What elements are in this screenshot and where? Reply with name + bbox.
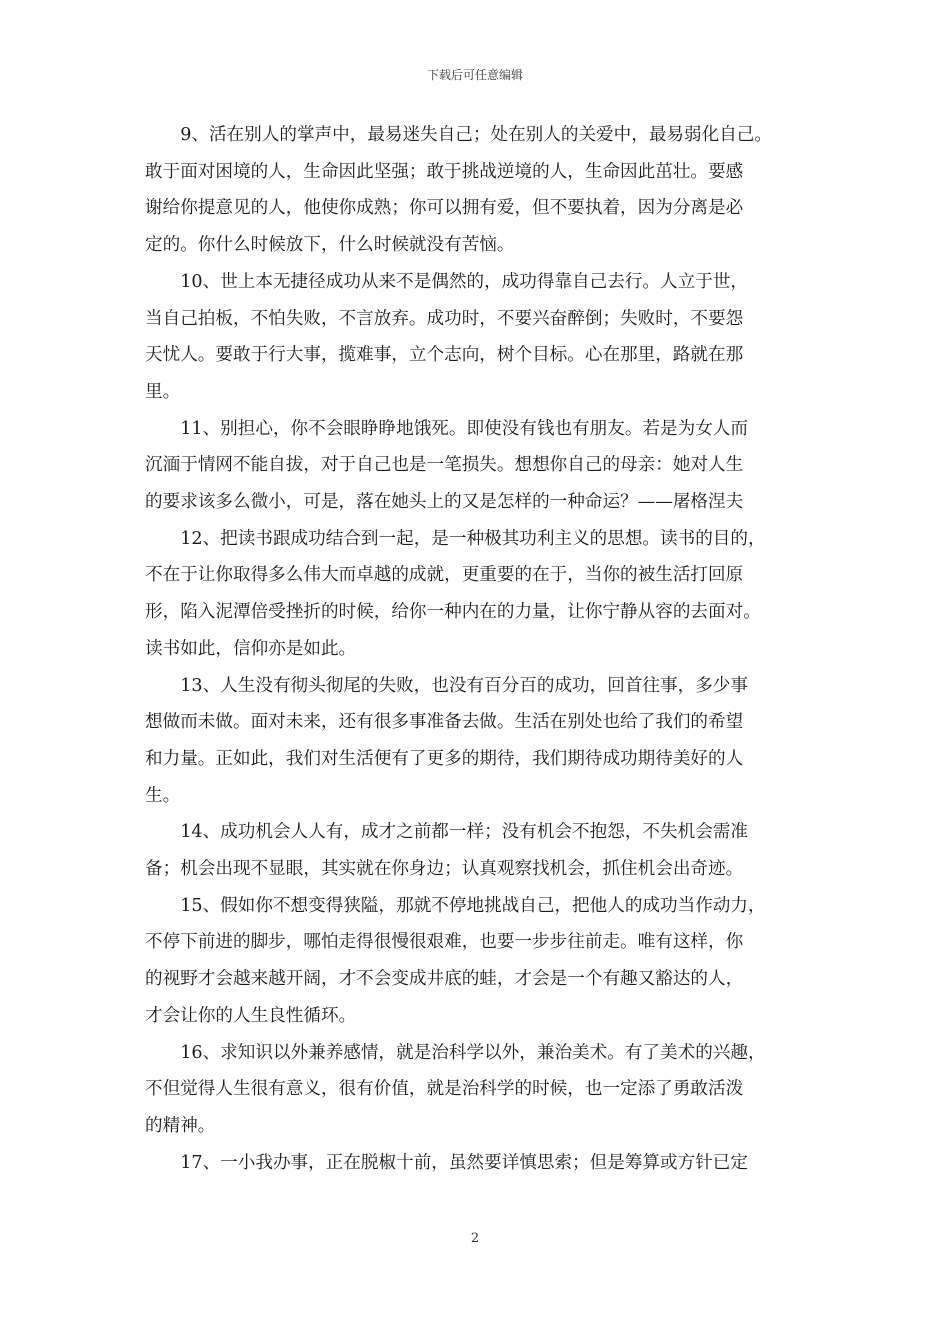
paragraph-16: 16、求知识以外兼养感情，就是治科学以外，兼治美术。有了美术的兴趣， 不但觉得人生很有意义，很有价值，就是治科学的时候，也一定添了勇敢活泼 的精神。 [145,1042,766,1136]
paragraph-17: 17、一小我办事，正在脱椒十前，虽然要详慎思索；但是筹算或方针已定 [180,1152,748,1173]
paragraph-11: 11、别担心，你不会眼睁睁地饿死。即使没有钱也有朋友。若是为女人而 沉湎于情网不能自拔，对于自己也是一笔损失。想想你自己的母亲：她对人生 的要求该多么微小，可是，落在她头上的又是怎样的一种命运？——屠格涅夫 [145,418,748,513]
paragraph-9: 9、活在别人的掌声中，最易迷失自己；处在别人的关爱中，最易弱化自己。 敢于面对困境的人，生命因此坚强；敢于挑战逆境的人，生命因此茁壮。要感 谢给你提意见的人，他使你成熟；你可以拥有爱，但不要执着，因为分离是必 定的。你什么时候放下，什么时候就没有苦恼。 [145,125,772,256]
document-body [145,117,810,1181]
paragraph-10: 10、世上本无捷径成功从来不是偶然的，成功得靠自己去行。人立于世， 当自己拍板，不怕失败，不言放弃。成功时，不要兴奋醉倒；失败时，不要怨 天忧人。要敢于行大事，揽难事，立个志向，树个目标。心在那里，路就在那 里。 [145,271,748,402]
paragraph-13: 13、人生没有彻头彻尾的失败，也没有百分百的成功，回首往事，多少事 想做而未做。面对未来，还有很多事准备去做。生活在别处也给了我们的希望 和力量。正如此，我们对生活便有了更多的期待，我们期待成功期待美好的人 生。 [145,675,748,806]
paragraph-15: 15、假如你不想变得狭隘，那就不停地挑战自己，把他人的成功当作动力， 不停下前进的脚步，哪怕走得很慢很艰难，也要一步步往前走。唯有这样，你 的视野才会越来越开阔，才不会变成井底的蛙，才会是一个有趣又豁达的人， 才会让你的人生良性循环。 [145,895,766,1026]
page-number: 2 [470,1231,480,1246]
page-header: 下载后可任意编辑 [426,68,523,82]
paragraph-14: 14、成功机会人人有，成才之前都一样；没有机会不抱怨，不失机会需准 备；机会出现不显眼，其实就在你身边；认真观察找机会，抓住机会出奇迹。 [145,822,748,880]
paragraph-12: 12、把读书跟成功结合到一起，是一种极其功利主义的思想。读书的目的， 不在于让你取得多么伟大而卓越的成就，更重要的在于，当你的被生活打回原 形，陷入泥潭倍受挫折的时候，给你一种内在的力量，让你宁静从容的去面对。 读书如此，信仰亦是如此。 [145,528,766,659]
